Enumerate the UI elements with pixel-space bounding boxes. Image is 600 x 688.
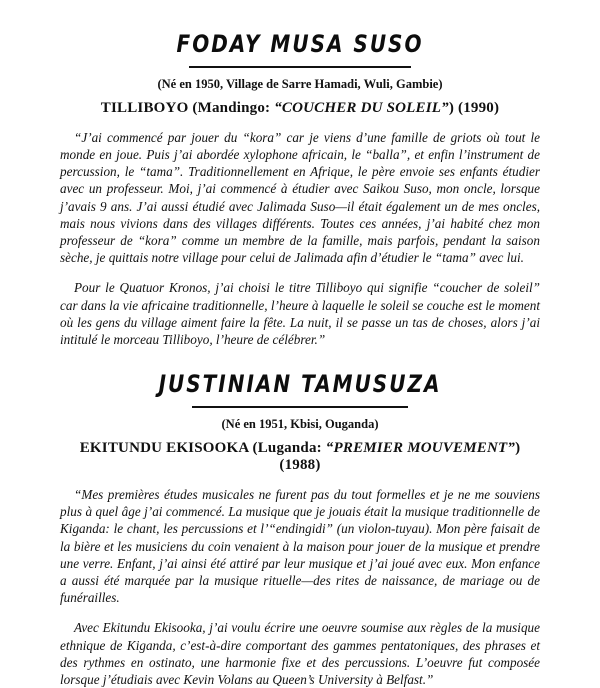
composer-heading-1 xyxy=(0,29,600,68)
composer-birth-2: (Né en 1951, Kbisi, Ouganda) xyxy=(221,417,379,432)
composer-underline-1 xyxy=(189,66,411,68)
composer-underline-2 xyxy=(192,406,408,408)
composer-heading-2 xyxy=(0,369,600,408)
liner-notes-page xyxy=(0,29,600,687)
work-translation-1: “COUCHER DU SOLEIL” xyxy=(274,100,449,116)
entry-1-paragraph-2: Pour le Quatuor Kronos, j’ai choisi le titre Tilliboyo qui signifie “coucher de soleil” car dans la vie africaine traditionnelle, l’heure à laquelle le soleil se couche est le moment où les gens du village aiment faire la fête. La nuit, il se passe un tas de choses, alors j’ai intitulé le morceau Tilliboyo, l’heure de célébrer.” xyxy=(60,280,540,347)
composer-birth-1: (Né en 1950, Village de Sarre Hamadi, Wuli, Gambie) xyxy=(157,77,443,91)
work-translation-2: “PREMIER MOUVEMENT” xyxy=(325,440,516,457)
entry-1 xyxy=(0,77,600,348)
entry-2-paragraph-2: Avec Ekitundu Ekisooka, j’ai voulu écrire une oeuvre soumise aux règles de la musique ethnique de Kiganda, c’est-à-dire comportant des gammes pentatoniques, des phrases et des rythmes en ostinato, une harmonie fixe et des percussions. L’oeuvre fut composée lorsque j’étudiais avec Kevin Volans au Queen’s University à Belfast.” xyxy=(60,620,540,687)
work-year-1: ) (1990) xyxy=(448,100,500,116)
entry-2 xyxy=(0,417,600,688)
work-title-text-2: EKITUNDU EKISOOKA (Luganda: xyxy=(79,440,326,457)
work-title-1 xyxy=(60,100,540,117)
work-year-2: ) (1988) xyxy=(279,440,521,474)
entry-1-paragraph-1: “J’ai commencé par jouer du “kora” car je viens d’une famille de griots où tout le monde en joue. Puis j’ai abordée xylophone africain, le “balla”, et enfin l’instrument de percussion, le “tama”. Traditionnellement en Afrique, le père envoie ses enfants étudier avec un professeur. Moi, j’ai commencé à étudier avec Saikou Suso, mon oncle, lorsque j’avais 9 ans. J’ai aussi étudié avec Jalimada Suso—il était également un de mes oncles, mais nous vivions dans des villages différents. Toutes ces années, j’ai habité chez mon professeur de “kora” comme un membre de la famille, mais parfois, pendant la saison sèche, je quittais notre village pour celui de Jalimada afin d’étudier le “tama” avec lui. xyxy=(60,130,540,266)
composer-name-2: JUSTINIAN TAMUSUZA xyxy=(158,369,442,398)
work-title-text-1: TILLIBOYO (Mandingo: xyxy=(100,100,275,116)
entry-2-paragraph-1: “Mes premières études musicales ne furent pas du tout formelles et je ne me souviens plus à quel âge j’ai commencé. La musique que je jouais était la musique traditionnelle de Kiganda: le chant, les percussions et l’“endingidi” (un violon-tuyau). Mon père faisait de la bière et les musiciens du coin venaient à la maison pour jouer de la musique et prendre une verre. Enfant, j’ai ainsi été attiré par leur musique et j’ai joué avec eux. Mon enfance a aussi été marquée par la musique rituelle—des rites de naissance, de mariage ou de funérailles. xyxy=(60,487,540,605)
composer-name-1: FODAY MUSA SUSO xyxy=(176,29,424,58)
work-title-2 xyxy=(60,440,540,474)
